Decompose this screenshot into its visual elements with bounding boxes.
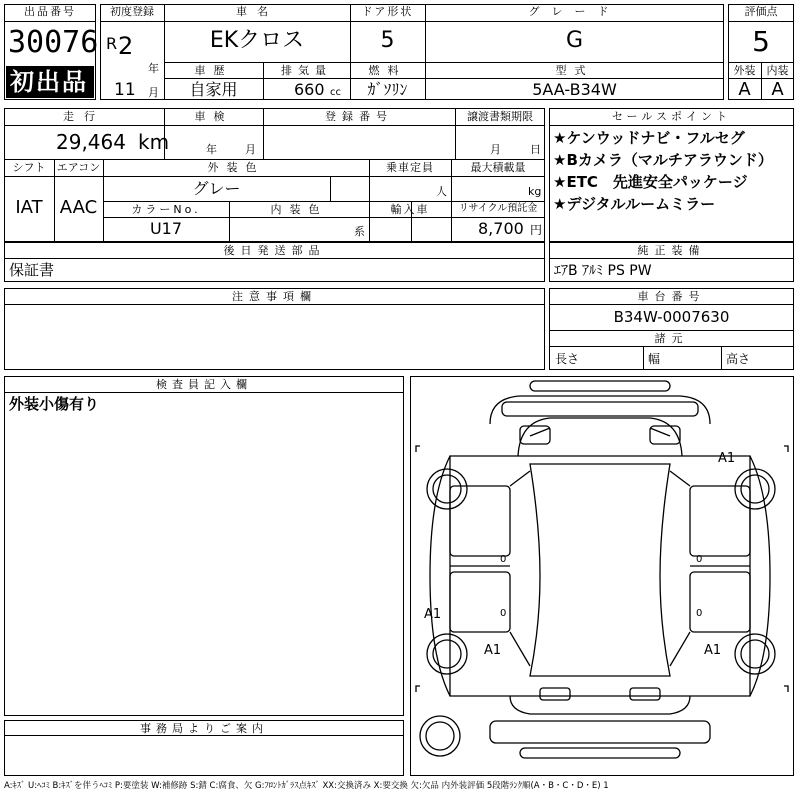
transfer-deadline-label: 譲渡書類期限 [467,110,533,123]
panel-zero: 0 [696,554,703,565]
grade: G [565,28,584,53]
reg-number-label: 登録番号 [325,110,393,123]
inspector-comment: 外装小傷有り [9,395,100,413]
dims-length: 長さ [555,352,580,366]
dims-width: 幅 [648,352,661,366]
reg-month: 11 [114,80,136,100]
capacity-label: 乗車定員 [386,161,434,174]
rear-bumper [490,721,710,743]
chassis-label: 車台番号 [637,290,706,303]
sales-point-2: ★Bカメラ（マルチアラウンド） [553,151,773,169]
dims-height: 高さ [726,352,751,366]
sales-point-1: ★ケンウッドナビ・フルセグ [553,129,745,147]
chassis-number: B34W-0007630 [613,308,730,326]
reg-year-unit: 年 [148,62,159,75]
panel-zero: 0 [500,608,507,619]
load-unit: kg [528,185,542,198]
later-parts-value: 保証書 [9,261,55,279]
lot-number: 30076 [8,25,99,60]
score: 5 [752,25,770,58]
shift-label: シフト [12,161,46,174]
lot-number-label: 出品番号 [24,5,76,18]
windshield [518,418,682,456]
legend: A:ｷｽﾞ U:ﾍｺﾐ B:ｷｽﾞを伴うﾍｺﾐ P:要塗装 W:補修跡 S:錆 C:腐食、欠 G:ﾌﾛﾝﾄｶﾞﾗｽ点ｷｽﾞ XX:交換済み X:要交換 欠:欠品 内外装評価 5段階ﾗﾝｸ順(A・B・C・D・E) 1 [4,781,609,791]
hood [490,396,710,424]
genuine-equipment-label: 純正装備 [637,244,706,257]
transfer-month-unit: 月 [490,143,501,156]
load-label: 最大積載量 [470,161,526,174]
score-label: 評価点 [744,5,778,18]
details-table [4,108,545,242]
reg-month-unit: 月 [148,86,159,99]
recycle-unit: 円 [530,223,543,237]
interior-label: 内装 [766,64,789,77]
history: 自家用 [189,80,238,99]
office-label: 事務局よりご案内 [140,722,268,735]
mileage-unit: km [138,130,170,154]
dims-label: 諸元 [654,332,689,345]
inspector-label: 検査員記入欄 [156,378,252,391]
roof [530,464,670,676]
fuel-label: 燃料 [368,64,407,77]
car-name: EKクロス [209,28,305,53]
front-bumper [530,381,670,391]
model-label: 型式 [555,64,594,77]
recycle-fee: 8,700 [478,219,524,238]
inspection-year-unit: 年 [206,143,217,156]
sales-points-label: セールスポイント [611,110,731,123]
interior-score: A [771,79,784,100]
int-color-unit: 系 [354,225,365,238]
inspection-month-unit: 月 [245,143,256,156]
exterior-label: 外装 [733,64,756,77]
transfer-day-unit: 日 [530,143,541,156]
inspector-box [4,376,404,716]
mileage: 29,464 [56,130,126,154]
ext-color-label: 外装色 [207,161,265,174]
exterior-score: A [738,79,751,100]
import-label: 輸入車 [390,203,430,216]
panel-zero: 0 [696,608,703,619]
displacement-unit: cc [330,87,341,98]
sales-point-4: ★デジタルルームミラー [553,195,716,213]
grade-label: グレード [528,5,621,18]
first-listing-text: 初出品 [10,68,88,96]
inspection-label: 車検 [194,110,233,123]
color-no: U17 [149,219,183,238]
displacement-label: 排気量 [281,64,332,77]
int-color-label: 内装色 [270,203,328,216]
ac: AAC [59,197,98,218]
ext-color: グレー [192,179,241,198]
doors: 5 [380,28,395,53]
car-diagram [410,376,794,776]
fuel: ｶﾞｿﾘﾝ [367,80,408,99]
damage-mark: A1 [704,643,722,658]
shift: IAT [15,197,43,218]
history-label: 車歴 [194,64,233,77]
body-outline [450,456,750,696]
mileage-label: 走行 [63,110,105,123]
damage-mark: A1 [718,451,736,466]
reg-year: 2 [118,32,134,60]
notes-label: 注意事項欄 [232,290,317,303]
recycle-label: リサイクル預託金 [458,203,538,214]
capacity-unit: 人 [436,185,447,198]
damage-mark: A1 [424,607,442,622]
later-parts-label: 後日発送部品 [223,244,326,257]
displacement: 660 [294,80,325,99]
ac-label: エアコン [56,161,101,174]
sales-point-3: ★ETC 先進安全パッケージ [553,173,748,191]
first-reg-label: 初度登録 [110,5,154,18]
damage-mark: A1 [484,643,502,658]
panel-zero: 0 [500,554,507,565]
era: R [106,34,118,53]
doors-label: ドア形状 [361,5,414,18]
car-name-label: 車名 [236,5,278,18]
model: 5AA-B34W [532,80,617,99]
genuine-equipment-value: ｴｱB ｱﾙﾐ PS PW [554,263,652,279]
color-no-label: カラーNo. [131,203,201,216]
